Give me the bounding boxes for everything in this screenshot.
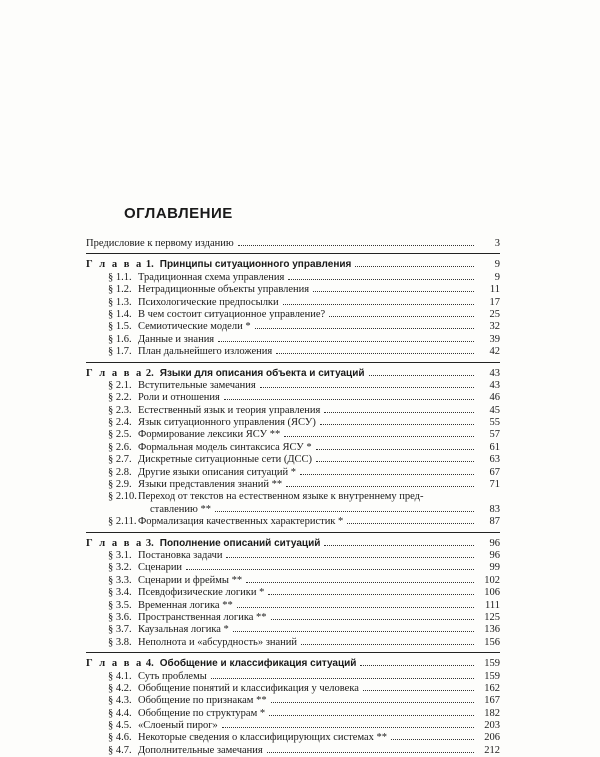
section-row — [86, 587, 500, 599]
section-page: 159 — [484, 670, 500, 682]
section-title: Формирование лексики ЯСУ ** — [138, 429, 281, 441]
section-number: § 3.3. — [108, 574, 132, 586]
section-page: 17 — [489, 296, 500, 308]
section-row — [86, 297, 500, 309]
section-title: Временная логика ** — [138, 599, 233, 611]
section-page: 87 — [489, 516, 500, 528]
section-title: Пространственная логика ** — [138, 611, 267, 623]
section-number: § 3.5. — [108, 599, 132, 611]
section-page: 182 — [484, 707, 500, 719]
section-page: 111 — [485, 599, 500, 611]
dot-leader — [283, 297, 474, 305]
section-title: Данные и знания — [138, 333, 215, 345]
section-page: 43 — [489, 379, 500, 391]
section-row — [86, 720, 500, 732]
chapter-heading — [86, 368, 365, 380]
section-page: 45 — [489, 404, 500, 416]
section-title: «Слоеный пирог» — [138, 720, 218, 732]
section-row — [86, 417, 500, 429]
section-row — [86, 334, 500, 346]
dot-leader — [255, 321, 474, 329]
dot-leader — [320, 417, 474, 425]
section-title: Псевдофизические логики * — [138, 587, 265, 599]
section-number: § 1.4. — [108, 308, 132, 320]
section-page: 167 — [484, 695, 500, 707]
section-number: § 3.2. — [108, 562, 132, 574]
section-row — [86, 272, 500, 284]
dot-leader — [237, 600, 474, 608]
section-row — [86, 491, 500, 503]
section-page: 11 — [489, 284, 500, 296]
dot-leader — [329, 309, 474, 317]
section-title: Психологические предпосылки — [138, 296, 279, 308]
dot-leader — [218, 334, 474, 342]
dot-leader — [355, 259, 474, 267]
section-page: 203 — [484, 720, 500, 732]
dot-leader — [224, 392, 474, 400]
section-page: 162 — [484, 682, 500, 694]
dot-leader — [226, 550, 474, 558]
section-row — [86, 309, 500, 321]
section-row — [86, 429, 500, 441]
dot-leader — [246, 575, 474, 583]
section-number: § 1.6. — [108, 333, 132, 345]
section-number: § 2.10. — [108, 491, 137, 503]
dot-leader — [267, 745, 474, 753]
section-number: § 2.1. — [108, 379, 132, 391]
dot-leader — [269, 708, 474, 716]
section-number: § 4.6. — [108, 732, 132, 744]
section-row — [86, 380, 500, 392]
section-title: Переход от текстов на естественном языке к внутреннему пред- — [138, 491, 424, 503]
section-number: § 1.1. — [108, 271, 132, 283]
section-page: 25 — [489, 308, 500, 320]
chapter-number: 1. — [145, 259, 154, 271]
section-number: § 1.3. — [108, 296, 132, 308]
dot-leader — [324, 538, 474, 546]
section-number: § 4.7. — [108, 744, 132, 756]
chapter-title: Обобщение и классификация ситуаций — [159, 658, 357, 670]
dot-leader — [363, 683, 474, 691]
section-title: Сценарии — [138, 562, 183, 574]
section-number: § 2.9. — [108, 479, 132, 491]
section-title-continued: ставлению ** — [150, 503, 211, 515]
section-number: § 4.3. — [108, 695, 132, 707]
section-title: Нетрадиционные объекты управления — [138, 284, 310, 296]
section-row — [86, 612, 500, 624]
section-row — [86, 442, 500, 454]
section-page: 9 — [494, 271, 500, 283]
section-number: § 4.4. — [108, 707, 132, 719]
section-title: Дискретные ситуационные сети (ДСС) — [138, 454, 313, 466]
section-row — [86, 284, 500, 296]
preface-page: 3 — [494, 238, 500, 249]
chapter-page: 96 — [489, 537, 500, 549]
chapter-page: 9 — [494, 259, 500, 271]
section-row — [86, 550, 500, 562]
dot-leader — [391, 732, 474, 740]
section-row — [86, 405, 500, 417]
section-title: Традиционная схема управления — [138, 271, 285, 283]
section-page: 83 — [489, 503, 500, 515]
section-number: § 4.5. — [108, 720, 132, 732]
preface-row — [86, 238, 500, 250]
section-page: 63 — [489, 454, 500, 466]
section-number: § 2.8. — [108, 466, 132, 478]
chapter-prefix: Г л а в а — [86, 367, 144, 379]
dot-leader — [369, 368, 475, 376]
section-title: Сценарии и фреймы ** — [138, 574, 243, 586]
section-row — [86, 516, 500, 528]
section-title: Вступительные замечания — [138, 379, 256, 391]
section-number: § 3.6. — [108, 611, 132, 623]
dot-leader — [222, 720, 474, 728]
chapter-title: Принципы ситуационного управления — [159, 259, 352, 271]
section-number: § 1.2. — [108, 284, 132, 296]
section-page: 102 — [484, 574, 500, 586]
section-title: Обобщение по признакам ** — [138, 695, 267, 707]
chapter-heading — [86, 658, 356, 670]
chapter-heading — [86, 259, 351, 271]
section-number: § 3.8. — [108, 636, 132, 648]
section-page: 106 — [484, 587, 500, 599]
section-title: Естественный язык и теория управления — [138, 404, 321, 416]
section-page: 125 — [484, 611, 500, 623]
section-number: § 2.7. — [108, 454, 132, 466]
table-of-contents — [86, 238, 500, 757]
dot-leader — [300, 467, 474, 475]
section-row — [86, 562, 500, 574]
section-number: § 2.4. — [108, 417, 132, 429]
section-number: § 3.1. — [108, 549, 132, 561]
dot-leader — [316, 442, 474, 450]
dot-leader — [268, 587, 474, 595]
dot-leader — [360, 658, 474, 666]
dot-leader — [347, 516, 474, 524]
section-row — [86, 683, 500, 695]
section-row — [86, 695, 500, 707]
section-page: 99 — [489, 562, 500, 574]
section-title: Неполнота и «абсурдность» знаний — [138, 636, 297, 648]
section-page: 57 — [489, 429, 500, 441]
chapter-prefix: Г л а в а — [86, 259, 144, 271]
dot-leader — [260, 380, 474, 388]
section-title: В чем состоит ситуационное управление? — [138, 308, 326, 320]
toc-heading: ОГЛАВЛЕНИЕ — [124, 205, 233, 222]
section-title: Обобщение по структурам * — [138, 707, 266, 719]
dot-leader — [324, 405, 474, 413]
section-number: § 2.2. — [108, 392, 132, 404]
section-row — [86, 575, 500, 587]
section-row — [86, 732, 500, 744]
section-title: Язык ситуационного управления (ЯСУ) — [138, 417, 316, 429]
section-row — [86, 392, 500, 404]
section-page: 136 — [484, 624, 500, 636]
chapter-number: 2. — [145, 367, 154, 379]
section-number: § 2.11. — [108, 516, 137, 528]
section-number: § 2.6. — [108, 441, 132, 453]
section-title: Семиотические модели * — [138, 321, 251, 333]
dot-leader — [316, 454, 474, 462]
section-number: § 4.1. — [108, 670, 132, 682]
section-title: Другие языки описания ситуаций * — [138, 466, 296, 478]
section-page: 96 — [489, 549, 500, 561]
section-page: 32 — [489, 321, 500, 333]
section-number: § 4.2. — [108, 682, 132, 694]
section-page: 212 — [484, 744, 500, 756]
dot-leader — [271, 695, 474, 703]
dot-leader — [276, 346, 474, 354]
dot-leader — [284, 429, 474, 437]
section-title: Формализация качественных характеристик * — [138, 516, 344, 528]
section-number: § 3.4. — [108, 587, 132, 599]
section-page: 71 — [489, 479, 500, 491]
section-title: Языки представления знаний ** — [138, 479, 283, 491]
chapter-prefix: Г л а в а — [86, 658, 144, 670]
dot-leader — [301, 637, 474, 645]
section-page: 46 — [489, 392, 500, 404]
section-number: § 1.5. — [108, 321, 132, 333]
section-row — [86, 745, 500, 757]
section-row — [86, 467, 500, 479]
chapter-number: 3. — [145, 537, 154, 549]
section-page: 42 — [489, 346, 500, 358]
section-row — [86, 479, 500, 491]
chapter-page: 43 — [489, 367, 500, 379]
dot-leader — [211, 671, 474, 679]
dot-leader — [271, 612, 474, 620]
section-number: § 1.7. — [108, 346, 132, 358]
dot-leader — [313, 284, 474, 292]
section-page: 156 — [484, 636, 500, 648]
section-row — [86, 600, 500, 612]
section-page: 206 — [484, 732, 500, 744]
divider — [86, 532, 500, 533]
dot-leader — [286, 479, 474, 487]
section-title: Обобщение понятий и классификация у человека — [138, 682, 359, 694]
dot-leader — [186, 562, 474, 570]
section-title: Каузальная логика * — [138, 624, 229, 636]
chapter-title: Пополнение описаний ситуаций — [159, 537, 321, 549]
dot-leader — [233, 624, 474, 632]
divider — [86, 253, 500, 254]
section-row — [86, 671, 500, 683]
section-page: 55 — [489, 417, 500, 429]
section-title: Дополнительные замечания — [138, 744, 263, 756]
chapters-list — [86, 259, 500, 757]
divider — [86, 652, 500, 653]
dot-leader — [215, 504, 474, 512]
section-title: Роли и отношения — [138, 392, 220, 404]
preface-title: Предисловие к первому изданию — [86, 238, 234, 249]
section-row — [86, 624, 500, 636]
section-number: § 3.7. — [108, 624, 132, 636]
section-page: 67 — [489, 466, 500, 478]
dot-leader — [238, 238, 474, 246]
section-title: Суть проблемы — [138, 670, 207, 682]
section-row — [86, 637, 500, 649]
chapter-row — [86, 658, 500, 670]
divider — [86, 362, 500, 363]
chapter-number: 4. — [145, 658, 154, 670]
section-number: § 2.5. — [108, 429, 132, 441]
section-row — [86, 346, 500, 358]
chapter-heading — [86, 538, 320, 550]
section-row — [86, 454, 500, 466]
section-page: 61 — [489, 441, 500, 453]
dot-leader — [288, 272, 474, 280]
chapter-prefix: Г л а в а — [86, 537, 144, 549]
section-title: Формальная модель синтаксиса ЯСУ * — [138, 441, 312, 453]
section-title: Некоторые сведения о классифицирующих системах ** — [138, 732, 388, 744]
section-row — [86, 321, 500, 333]
section-title: Постановка задачи — [138, 549, 223, 561]
section-row-continued — [86, 504, 500, 516]
section-number: § 2.3. — [108, 404, 132, 416]
chapter-title: Языки для описания объекта и ситуаций — [159, 367, 365, 379]
section-page: 39 — [489, 333, 500, 345]
chapter-page: 159 — [484, 658, 500, 670]
chapter-row — [86, 259, 500, 271]
chapter-row — [86, 538, 500, 550]
section-row — [86, 708, 500, 720]
section-title: План дальнейшего изложения — [138, 346, 273, 358]
chapter-row — [86, 368, 500, 380]
